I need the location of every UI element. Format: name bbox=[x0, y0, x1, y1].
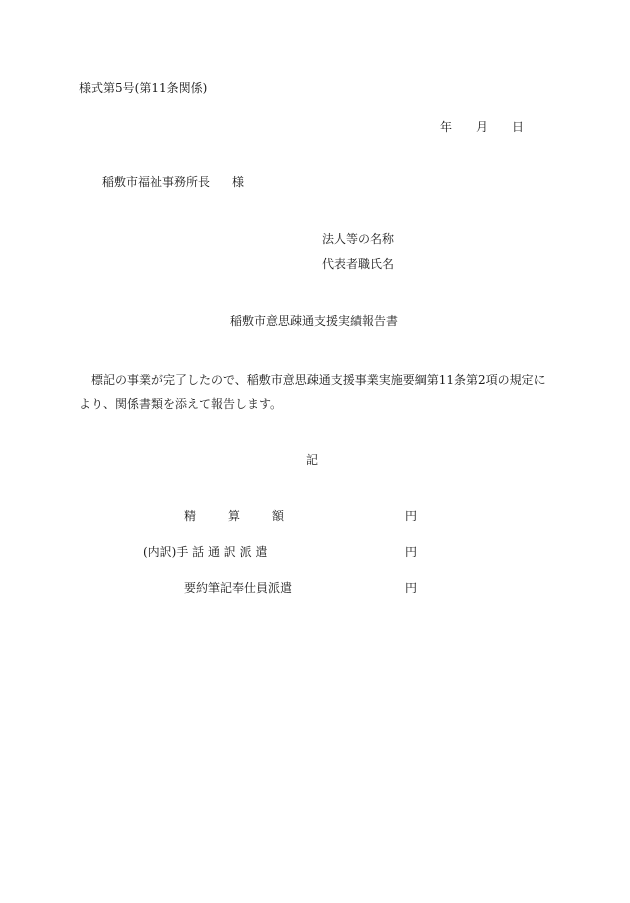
date-line bbox=[440, 120, 524, 134]
addressee-honorific: 様 bbox=[232, 175, 245, 189]
addressee bbox=[102, 175, 244, 189]
ki-heading: 記 bbox=[306, 453, 319, 467]
form-number: 様式第5号(第11条関係) bbox=[79, 81, 208, 95]
date-day-label: 日 bbox=[512, 120, 525, 134]
total-amount-yen: 円 bbox=[405, 509, 418, 523]
document-title: 稲敷市意思疎通支援実績報告書 bbox=[230, 314, 399, 328]
representative-label: 代表者職氏名 bbox=[322, 257, 395, 271]
sign-language-label: (内訳)手 話 通 訳 派 遣 bbox=[143, 545, 268, 559]
summary-writing-label: 要約筆記奉仕員派遣 bbox=[184, 581, 293, 595]
addressee-name: 稲敷市福祉事務所長 bbox=[102, 175, 211, 189]
date-year-label: 年 bbox=[440, 120, 453, 134]
total-char-1: 精 bbox=[184, 509, 197, 523]
total-amount-label bbox=[184, 509, 284, 523]
org-name-label: 法人等の名称 bbox=[322, 232, 395, 246]
total-char-2: 算 bbox=[228, 509, 241, 523]
sign-language-yen: 円 bbox=[405, 545, 418, 559]
date-month-label: 月 bbox=[476, 120, 489, 134]
summary-writing-yen: 円 bbox=[405, 581, 418, 595]
total-char-3: 額 bbox=[272, 509, 285, 523]
body-paragraph: 標記の事業が完了したので、稲敷市意思疎通支援事業実施要綱第11条第2項の規定により、関係書類を添えて報告します。 bbox=[79, 373, 546, 411]
